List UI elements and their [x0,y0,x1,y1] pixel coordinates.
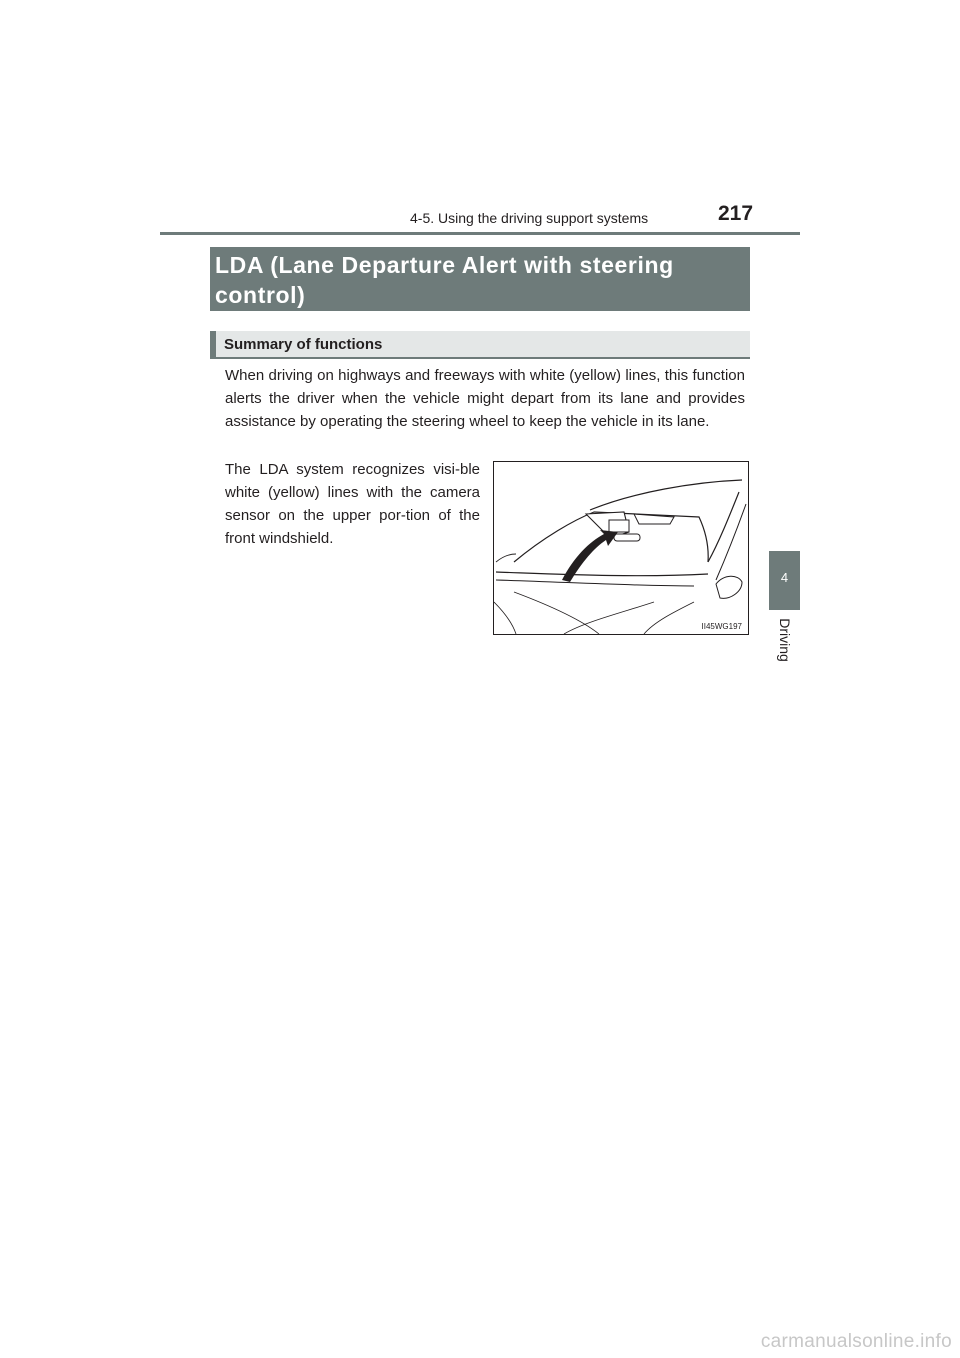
body-paragraph-1: When driving on highways and freeways with white (yellow) lines, this function alerts the driver when the vehicle might depart from its lane and provides assistance by operating the steering wheel to keep the vehicle in its lane. [225,367,745,430]
page-number: 217 [718,202,754,225]
figure-code: II45WG197 [701,622,742,631]
section-title: LDA (Lane Departure Alert with steering control) [215,252,674,308]
subsection-title: Summary of functions [224,336,383,353]
windshield-camera-illustration-icon [494,462,748,634]
header-rule [160,232,800,235]
body-paragraph-2: The LDA system recognizes visi-ble white (yellow) lines with the camera sensor on the upper por-tion of the front windshield. [225,461,480,547]
side-tab-label: Driving [777,618,793,662]
subsection-header [210,331,750,359]
side-tab-number: 4 [780,570,789,585]
subsection-bar [210,331,216,357]
footer-watermark: carmanualsonline.info [760,1331,952,1352]
windshield-figure [493,461,749,635]
header-section-title: 4-5. Using the driving support systems [410,210,649,226]
